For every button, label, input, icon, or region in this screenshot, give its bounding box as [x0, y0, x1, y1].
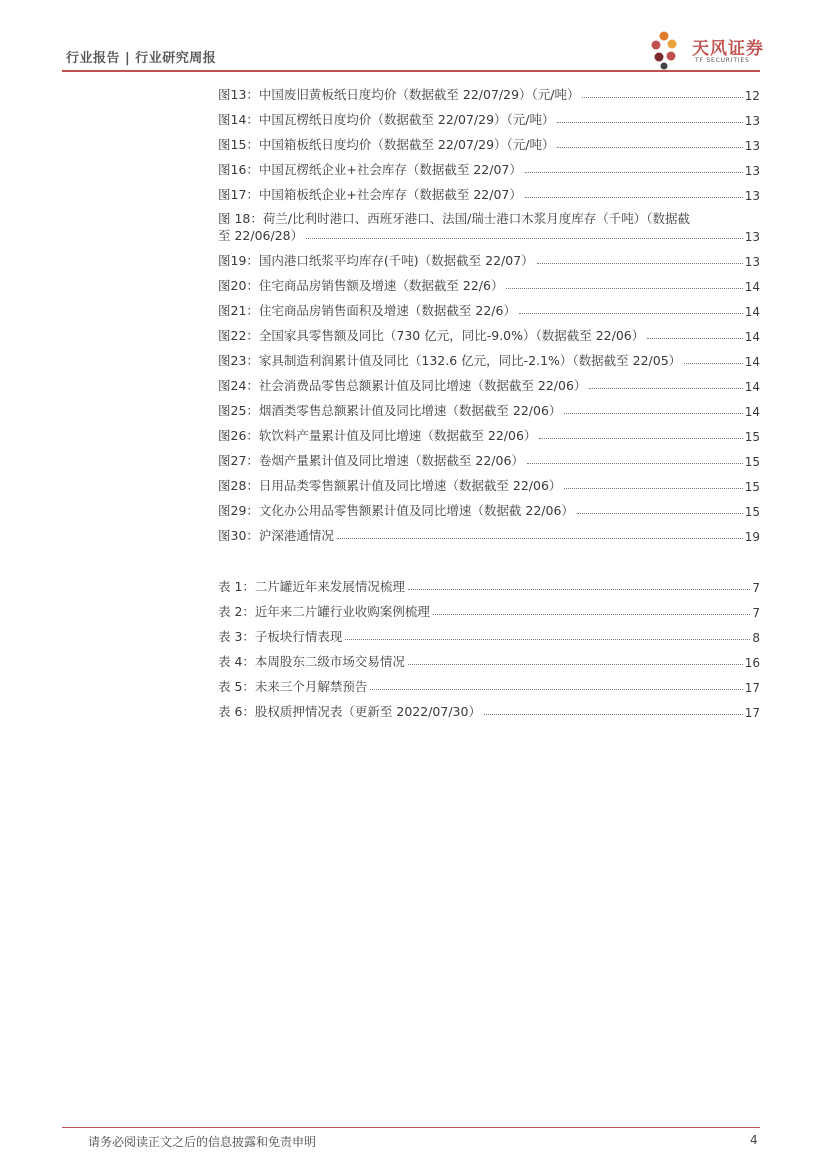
dot-leader [337, 538, 743, 539]
dot-leader [557, 147, 742, 148]
toc-entry-label: 表 3：子板块行情表现 [218, 629, 343, 644]
toc-entry-page: 16 [744, 656, 760, 670]
toc-entry-page: 14 [744, 280, 760, 294]
toc-entry-page: 7 [752, 581, 760, 595]
toc-entry-figure-24[interactable] [218, 369, 760, 394]
toc-entry-figure-19[interactable] [218, 244, 760, 269]
dot-leader [433, 614, 750, 615]
toc-entry-label: 图23：家具制造利润累计值及同比（132.6 亿元，同比-2.1%）（数据截至 22/05） [218, 353, 682, 368]
toc-entry-page: 14 [744, 380, 760, 394]
toc-entry-page: 15 [744, 430, 760, 444]
footer-disclaimer: 请务必阅读正文之后的信息披露和免责申明 [88, 1135, 317, 1149]
toc-entry-label: 图25：烟酒类零售总额累计值及同比增速（数据截至 22/06） [218, 403, 562, 418]
toc-entry-page: 15 [744, 480, 760, 494]
toc-entry-table-2[interactable] [218, 595, 760, 620]
toc-entry-label: 图26：软饮料产量累计值及同比增速（数据截至 22/06） [218, 428, 537, 443]
toc-entry-figure-20[interactable] [218, 269, 760, 294]
tf-securities-logo [650, 28, 765, 70]
toc-entry-page: 13 [744, 189, 760, 203]
toc-entry-page: 13 [744, 164, 760, 178]
toc-entry-table-5[interactable] [218, 670, 760, 695]
toc-entry-page: 17 [744, 706, 760, 720]
toc-entry-figure-13[interactable] [218, 78, 760, 103]
toc-entry-label: 图24：社会消费品零售总额累计值及同比增速（数据截至 22/06） [218, 378, 587, 393]
toc-entry-page: 7 [752, 606, 760, 620]
toc-entry-label: 图19：国内港口纸浆平均库存(千吨)（数据截至 22/07） [218, 253, 534, 268]
dot-leader [370, 689, 742, 690]
logo-chinese-name: 天风证券 [692, 39, 764, 59]
dot-leader [582, 97, 742, 98]
toc-entry-figure-23[interactable] [218, 344, 760, 369]
toc-entry-figure-26[interactable] [218, 419, 760, 444]
toc-entry-figure-25[interactable] [218, 394, 760, 419]
toc-entry-figure-14[interactable] [218, 103, 760, 128]
toc-entry-label: 图14：中国瓦楞纸日度均价（数据截至 22/07/29）（元/吨） [218, 112, 555, 127]
toc-entry-figure-22[interactable] [218, 319, 760, 344]
footer-page-number: 4 [750, 1133, 758, 1147]
header-divider [62, 70, 760, 72]
toc-entry-label-continued: 至 22/06/28） [218, 228, 304, 243]
dot-leader [537, 263, 743, 264]
toc-entry-figure-30[interactable] [218, 519, 760, 544]
dot-leader [525, 197, 743, 198]
table-index [218, 570, 760, 720]
toc-entry-label: 表 1：二片罐近年来发展情况梳理 [218, 579, 405, 594]
dot-leader [557, 122, 742, 123]
toc-entry-label: 图30：沪深港通情况 [218, 528, 334, 543]
logo-english-name: TF SECURITIES [695, 57, 750, 64]
toc-entry-figure-18[interactable] [218, 203, 760, 244]
toc-entry-page: 14 [744, 405, 760, 419]
dot-leader [484, 714, 743, 715]
dot-leader [647, 338, 742, 339]
toc-entry-figure-17[interactable] [218, 178, 760, 203]
toc-entry-label: 图16：中国瓦楞纸企业+社会库存（数据截至 22/07） [218, 162, 522, 177]
toc-entry-page: 13 [744, 255, 760, 269]
toc-entry-figure-21[interactable] [218, 294, 760, 319]
toc-entry-label: 图17：中国箱板纸企业+社会库存（数据截至 22/07） [218, 187, 522, 202]
toc-entry-table-3[interactable] [218, 620, 760, 645]
toc-entry-label: 图 18：荷兰/比利时港口、西班牙港口、法国/瑞士港口木浆月度库存（千吨）（数据截 [218, 211, 691, 226]
toc-entry-figure-27[interactable] [218, 444, 760, 469]
dot-leader [345, 639, 750, 640]
toc-entry-page: 17 [744, 681, 760, 695]
toc-entry-figure-28[interactable] [218, 469, 760, 494]
toc-entry-label: 表 5：未来三个月解禁预告 [218, 679, 368, 694]
toc-entry-label: 图20：住宅商品房销售额及增速（数据截至 22/6） [218, 278, 504, 293]
toc-entry-label: 表 6：股权质押情况表（更新至 2022/07/30） [218, 704, 481, 719]
dot-leader [525, 172, 743, 173]
figure-index [218, 78, 760, 544]
toc-entry-label: 图22：全国家具零售额及同比（730 亿元，同比-9.0%）（数据截至 22/06） [218, 328, 645, 343]
toc-entry-label: 图15：中国箱板纸日度均价（数据截至 22/07/29）（元/吨） [218, 137, 555, 152]
dot-leader [408, 664, 743, 665]
toc-entry-label: 表 4：本周股东二级市场交易情况 [218, 654, 405, 669]
dot-leader [506, 288, 742, 289]
toc-entry-table-1[interactable] [218, 570, 760, 595]
dot-leader [527, 463, 743, 464]
dot-leader [589, 388, 742, 389]
toc-entry-label: 图28：日用品类零售额累计值及同比增速（数据截至 22/06） [218, 478, 562, 493]
toc-entry-page: 13 [744, 230, 760, 244]
toc-entry-label: 图27：卷烟产量累计值及同比增速（数据截至 22/06） [218, 453, 524, 468]
dot-leader [519, 313, 743, 314]
dot-leader [564, 488, 742, 489]
toc-entry-page: 13 [744, 114, 760, 128]
toc-entry-page: 14 [744, 305, 760, 319]
toc-entry-label: 图29：文化办公用品零售额累计值及同比增速（数据截 22/06） [218, 503, 574, 518]
toc-entry-label: 图13：中国废旧黄板纸日度均价（数据截至 22/07/29）（元/吨） [218, 87, 580, 102]
toc-entry-table-4[interactable] [218, 645, 760, 670]
toc-entry-page: 15 [744, 455, 760, 469]
toc-entry-page: 14 [744, 355, 760, 369]
toc-entry-page: 19 [744, 530, 760, 544]
flower-logo-icon [650, 28, 692, 70]
toc-entry-label: 图21：住宅商品房销售面积及增速（数据截至 22/6） [218, 303, 516, 318]
toc-entry-table-6[interactable] [218, 695, 760, 720]
report-type-title: 行业报告 | 行业研究周报 [66, 51, 217, 66]
footer-divider [62, 1127, 760, 1128]
toc-entry-page: 14 [744, 330, 760, 344]
dot-leader [539, 438, 742, 439]
toc-entry-page: 13 [744, 139, 760, 153]
toc-entry-page: 15 [744, 505, 760, 519]
toc-entry-figure-16[interactable] [218, 153, 760, 178]
toc-entry-figure-15[interactable] [218, 128, 760, 153]
toc-entry-page: 8 [752, 631, 760, 645]
dot-leader [684, 363, 743, 364]
dot-leader [577, 513, 743, 514]
toc-entry-label: 表 2：近年来二片罐行业收购案例梳理 [218, 604, 430, 619]
dot-leader [408, 589, 750, 590]
toc-entry-figure-29[interactable] [218, 494, 760, 519]
dot-leader [306, 238, 743, 239]
toc-entry-page: 12 [744, 89, 760, 103]
dot-leader [564, 413, 742, 414]
